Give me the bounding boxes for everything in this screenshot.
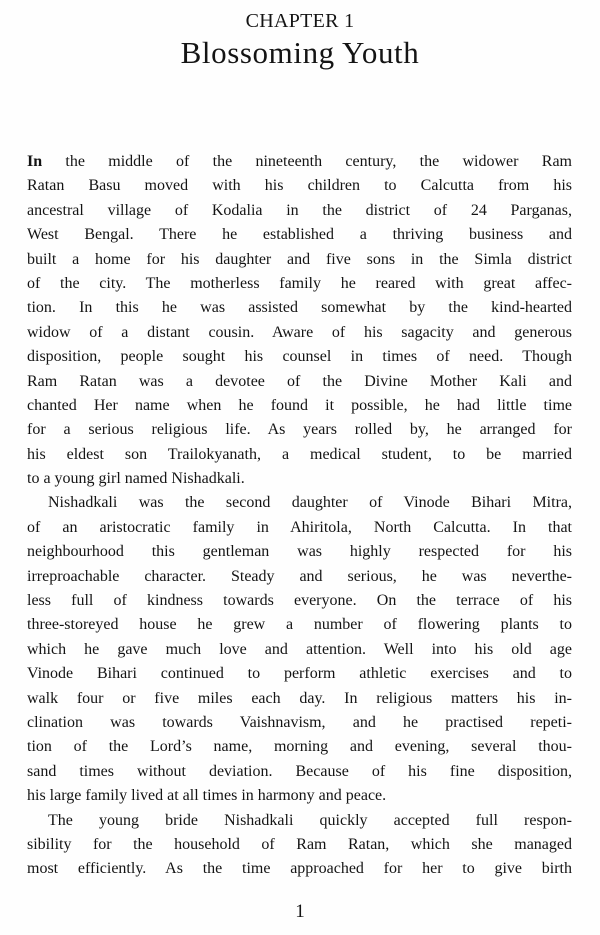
text-line: irreproachable character. Steady and serious, he was neverthe- xyxy=(27,567,572,585)
text-line: neighbourhood this gentleman was highly respected for his xyxy=(27,543,572,561)
chapter-title: Blossoming Youth xyxy=(180,35,420,70)
text-line: Ratan Basu moved with his children to Calcutta from his xyxy=(27,177,572,195)
text-line: three-storeyed house he grew a number of flowering plants to xyxy=(27,616,572,634)
page-number: 1 xyxy=(295,901,305,922)
text-line: The young bride Nishadkali quickly accepted full respon- xyxy=(48,811,572,829)
paragraph xyxy=(27,809,572,882)
text-line: clination was towards Vaishnavism, and he practised repeti- xyxy=(27,713,572,731)
paragraph xyxy=(27,150,572,491)
paragraph xyxy=(27,491,572,808)
text-line: disposition, people sought his counsel in times of need. Though xyxy=(27,348,572,366)
lead-word: In xyxy=(27,153,43,170)
text-line: sibility for the household of Ram Ratan, which she managed xyxy=(27,835,572,853)
text-line: walk four or five miles each day. In religious matters his in- xyxy=(27,689,572,707)
text-line: In the middle of the nineteenth century, the widower Ram xyxy=(27,153,572,170)
text-line: Nishadkali was the second daughter of Vinode Bihari Mitra, xyxy=(48,494,572,512)
text-line: tion. In this he was assisted somewhat by the kind-hearted xyxy=(27,299,572,317)
text-line: sand times without deviation. Because of his fine disposition, xyxy=(27,762,572,780)
chapter-label: CHAPTER 1 xyxy=(245,10,355,32)
text-line: his large family lived at all times in harmony and peace. xyxy=(27,787,387,805)
text-line: his eldest son Trailokyanath, a medical student, to be married xyxy=(27,445,572,463)
text-line: for a serious religious life. As years rolled by, he arranged for xyxy=(27,421,572,439)
text-line: tion of the Lord’s name, morning and evening, several thou- xyxy=(27,738,572,756)
text-line: ancestral village of Kodalia in the district of 24 Parganas, xyxy=(27,201,572,219)
text-line: most efficiently. As the time approached for her to give birth xyxy=(27,860,572,878)
text-line: of an aristocratic family in Ahiritola, North Calcutta. In that xyxy=(27,518,572,536)
text-line: built a home for his daughter and five sons in the Simla district xyxy=(27,250,572,268)
text-line: widow of a distant cousin. Aware of his sagacity and generous xyxy=(27,323,572,341)
text-line: Vinode Bihari continued to perform athletic exercises and to xyxy=(27,665,572,683)
text-line: to a young girl named Nishadkali. xyxy=(27,470,245,488)
body-text xyxy=(27,150,572,882)
text-line: which he gave much love and attention. Well into his old age xyxy=(27,640,572,658)
text-line: West Bengal. There he established a thriving business and xyxy=(27,226,572,244)
text-line: of the city. The motherless family he reared with great affec- xyxy=(27,274,572,292)
text-line: Ram Ratan was a devotee of the Divine Mother Kali and xyxy=(27,372,572,390)
text-line: less full of kindness towards everyone. On the terrace of his xyxy=(27,592,572,610)
text-line: chanted Her name when he found it possible, he had little time xyxy=(27,396,572,414)
